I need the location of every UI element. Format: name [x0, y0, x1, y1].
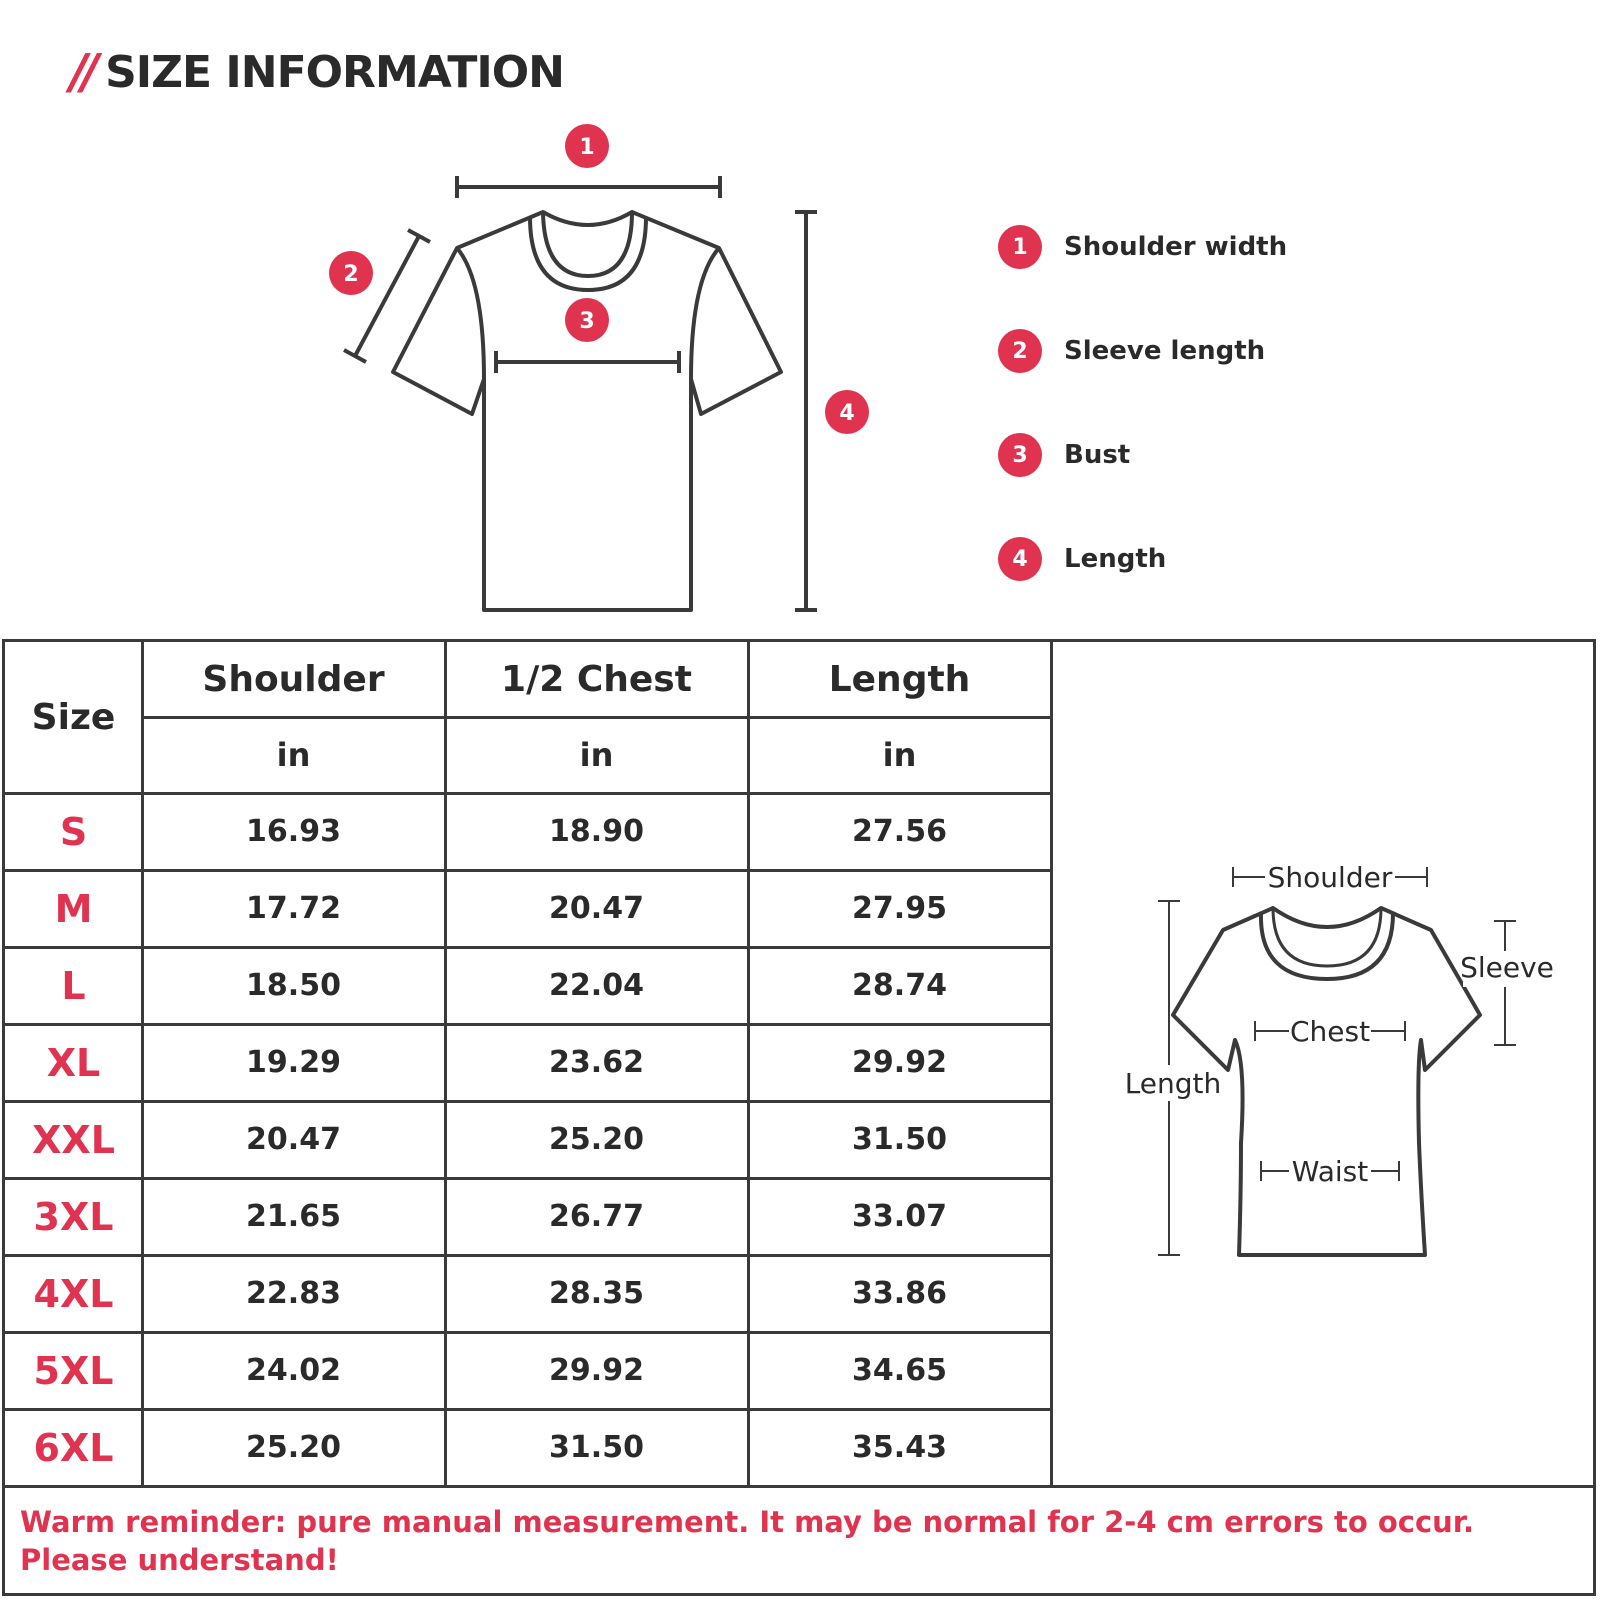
size-value-cell: 21.65 — [246, 1199, 341, 1234]
size-value-cell: 22.04 — [549, 968, 644, 1003]
legend-label: Sleeve length — [1064, 336, 1266, 366]
size-value-cell: 28.35 — [549, 1276, 644, 1311]
svg-text:3: 3 — [579, 309, 595, 334]
side-chest-label: Chest — [1289, 1015, 1371, 1048]
size-value-cell: 28.74 — [852, 968, 947, 1003]
page-title: SIZE INFORMATION — [105, 46, 564, 98]
svg-text:2: 2 — [343, 262, 359, 287]
warm-reminder — [20, 1503, 1580, 1579]
legend-item — [998, 328, 1558, 374]
legend-item — [998, 432, 1558, 478]
tshirt-measurement-diagram — [0, 110, 1000, 620]
legend-label: Shoulder width — [1064, 232, 1288, 262]
size-value-cell: 31.50 — [549, 1430, 644, 1465]
table-rule — [1050, 642, 1053, 1486]
reminder-line-2: Please understand! — [20, 1543, 339, 1577]
column-unit: in — [579, 736, 614, 774]
column-unit: in — [276, 736, 311, 774]
table-rule — [5, 1254, 1051, 1257]
side-sleeve-label: Sleeve — [1460, 951, 1554, 984]
size-label: XXL — [32, 1117, 115, 1162]
legend-label: Bust — [1064, 440, 1131, 470]
svg-text:4: 4 — [839, 401, 855, 426]
badge-1 — [565, 124, 609, 168]
size-value-cell: 27.95 — [852, 891, 947, 926]
size-value-cell: 25.20 — [246, 1430, 341, 1465]
table-rule — [444, 642, 447, 1486]
table-rule — [747, 642, 750, 1486]
header-slash: // — [70, 44, 94, 100]
size-value-cell: 35.43 — [852, 1430, 947, 1465]
size-value-cell: 26.77 — [549, 1199, 644, 1234]
size-label: L — [61, 963, 86, 1008]
size-value-cell: 23.62 — [549, 1045, 644, 1080]
table-rule — [5, 869, 1051, 872]
size-value-cell: 22.83 — [246, 1276, 341, 1311]
table-rule — [5, 1177, 1051, 1180]
size-value-cell: 29.92 — [549, 1353, 644, 1388]
reminder-line-1: Warm reminder: pure manual measurement. It may be normal for 2-4 cm errors to occur. — [20, 1505, 1474, 1539]
size-table — [2, 639, 1596, 1596]
table-rule — [5, 792, 1051, 795]
legend-number-badge: 4 — [998, 537, 1042, 581]
size-value-cell: 20.47 — [246, 1122, 341, 1157]
table-rule — [5, 1331, 1051, 1334]
size-label: XL — [46, 1040, 101, 1085]
size-value-cell: 33.07 — [852, 1199, 947, 1234]
table-rule — [5, 946, 1051, 949]
table-rule — [5, 1485, 1593, 1488]
legend-number-badge: 3 — [998, 433, 1042, 477]
side-waist-label: Waist — [1291, 1155, 1369, 1188]
table-rule — [5, 1100, 1051, 1103]
size-label: M — [54, 886, 93, 931]
legend-number-badge: 1 — [998, 225, 1042, 269]
size-value-cell: 27.56 — [852, 814, 947, 849]
svg-text:1: 1 — [579, 135, 595, 160]
size-value-cell: 18.50 — [246, 968, 341, 1003]
size-value-cell: 17.72 — [246, 891, 341, 926]
table-rule — [142, 716, 1051, 719]
size-header: Size — [31, 697, 116, 738]
column-header: 1/2 Chest — [501, 659, 692, 700]
size-value-cell: 18.90 — [549, 814, 644, 849]
table-rule — [141, 642, 144, 1486]
size-value-cell: 25.20 — [549, 1122, 644, 1157]
size-label: S — [59, 809, 88, 854]
legend-item — [998, 536, 1558, 582]
page-header — [70, 44, 564, 100]
badge-2 — [329, 251, 373, 295]
size-value-cell: 31.50 — [852, 1122, 947, 1157]
column-unit: in — [882, 736, 917, 774]
fitted-tshirt-diagram — [1113, 861, 1554, 1283]
side-length-label: Length — [1124, 1067, 1222, 1100]
legend-number-badge: 2 — [998, 329, 1042, 373]
size-value-cell: 16.93 — [246, 814, 341, 849]
size-value-cell: 29.92 — [852, 1045, 947, 1080]
size-value-cell: 33.86 — [852, 1276, 947, 1311]
size-label: 5XL — [33, 1348, 114, 1393]
side-shoulder-label: Shoulder — [1267, 861, 1393, 894]
badge-3 — [565, 298, 609, 342]
table-rule — [5, 1023, 1051, 1026]
column-header: Length — [828, 659, 971, 700]
size-label: 3XL — [33, 1194, 114, 1239]
size-value-cell: 19.29 — [246, 1045, 341, 1080]
table-rule — [5, 1408, 1051, 1411]
size-label: 6XL — [33, 1425, 114, 1470]
size-value-cell: 24.02 — [246, 1353, 341, 1388]
size-value-cell: 34.65 — [852, 1353, 947, 1388]
badge-4 — [825, 390, 869, 434]
legend-item — [998, 224, 1558, 270]
size-value-cell: 20.47 — [549, 891, 644, 926]
legend-label: Length — [1064, 544, 1167, 574]
column-header: Shoulder — [202, 659, 385, 700]
measurement-legend — [998, 224, 1558, 640]
size-label: 4XL — [33, 1271, 114, 1316]
